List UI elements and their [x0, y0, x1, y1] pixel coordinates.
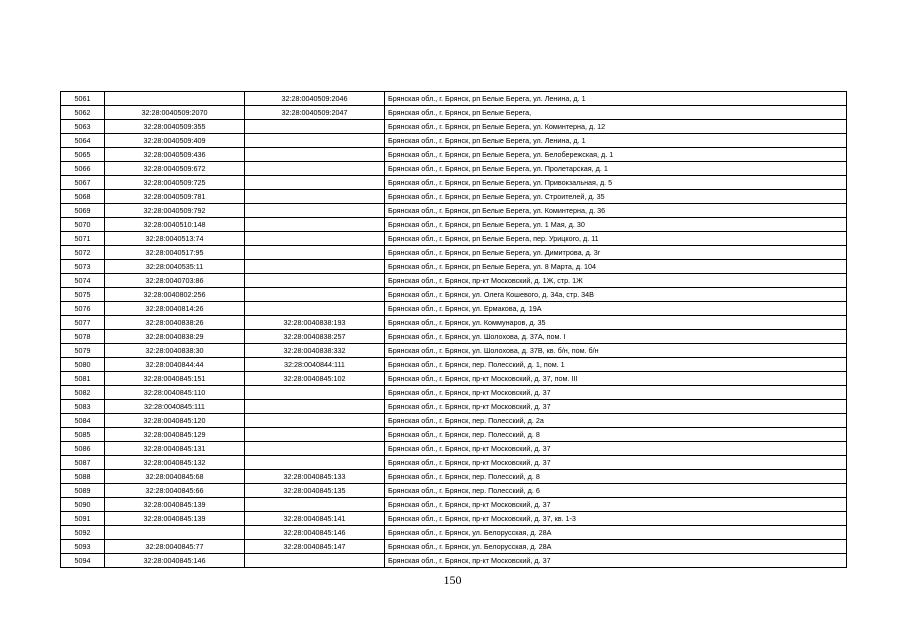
row-number-cell: 5089	[61, 484, 105, 498]
table-row	[61, 190, 847, 204]
related-cadastral-number-cell: 32:28:0040838:332	[245, 344, 385, 358]
address-cell: Брянская обл., г. Брянск, пр-кт Московский, д. 37	[385, 386, 847, 400]
address-cell: Брянская обл., г. Брянск, пр-кт Московский, д. 1Ж, стр. 1Ж	[385, 274, 847, 288]
row-number-cell: 5092	[61, 526, 105, 540]
row-number-cell: 5064	[61, 134, 105, 148]
related-cadastral-number-cell	[245, 260, 385, 274]
address-cell: Брянская обл., г. Брянск, пр-кт Московский, д. 37	[385, 498, 847, 512]
cadastral-number-cell: 32:28:0040838:29	[105, 330, 245, 344]
row-number-cell: 5090	[61, 498, 105, 512]
cadastral-number-cell: 32:28:0040845:120	[105, 414, 245, 428]
row-number-cell: 5066	[61, 162, 105, 176]
row-number-cell: 5076	[61, 302, 105, 316]
cadastral-number-cell: 32:28:0040838:26	[105, 316, 245, 330]
row-number-cell: 5079	[61, 344, 105, 358]
row-number-cell: 5086	[61, 442, 105, 456]
address-cell: Брянская обл., г. Брянск, рп Белые Берега, ул. Коминтерна, д. 12	[385, 120, 847, 134]
row-number-cell: 5080	[61, 358, 105, 372]
related-cadastral-number-cell: 32:28:0040845:135	[245, 484, 385, 498]
row-number-cell: 5088	[61, 470, 105, 484]
cadastral-number-cell: 32:28:0040814:26	[105, 302, 245, 316]
cadastral-number-cell	[105, 526, 245, 540]
table-row	[61, 148, 847, 162]
cadastral-number-cell: 32:28:0040845:129	[105, 428, 245, 442]
table-row	[61, 134, 847, 148]
address-cell: Брянская обл., г. Брянск, рп Белые Берега, ул. Димитрова, д. 3г	[385, 246, 847, 260]
cadastral-number-cell: 32:28:0040845:77	[105, 540, 245, 554]
address-cell: Брянская обл., г. Брянск, рп Белые Берега,	[385, 106, 847, 120]
related-cadastral-number-cell	[245, 456, 385, 470]
cadastral-number-cell: 32:28:0040703:86	[105, 274, 245, 288]
table-row	[61, 106, 847, 120]
address-cell: Брянская обл., г. Брянск, рп Белые Берега, ул. Белобережская, д. 1	[385, 148, 847, 162]
table-row	[61, 302, 847, 316]
page-number: 150	[443, 573, 462, 587]
address-cell: Брянская обл., г. Брянск, пер. Полесский, д. 8	[385, 428, 847, 442]
address-cell: Брянская обл., г. Брянск, пер. Полесский, д. 8	[385, 470, 847, 484]
address-cell: Брянская обл., г. Брянск, ул. Ермакова, д. 19А	[385, 302, 847, 316]
row-number-cell: 5072	[61, 246, 105, 260]
related-cadastral-number-cell: 32:28:0040845:141	[245, 512, 385, 526]
address-cell: Брянская обл., г. Брянск, пр-кт Московский, д. 37, кв. 1-3	[385, 512, 847, 526]
related-cadastral-number-cell: 32:28:0040845:133	[245, 470, 385, 484]
row-number-cell: 5074	[61, 274, 105, 288]
row-number-cell: 5084	[61, 414, 105, 428]
cadastral-number-cell: 32:28:0040845:132	[105, 456, 245, 470]
related-cadastral-number-cell	[245, 554, 385, 568]
row-number-cell: 5077	[61, 316, 105, 330]
cadastral-number-cell: 32:28:0040509:725	[105, 176, 245, 190]
related-cadastral-number-cell: 32:28:0040845:102	[245, 372, 385, 386]
table-row	[61, 554, 847, 568]
related-cadastral-number-cell	[245, 498, 385, 512]
related-cadastral-number-cell	[245, 218, 385, 232]
related-cadastral-number-cell	[245, 134, 385, 148]
row-number-cell: 5082	[61, 386, 105, 400]
table-row	[61, 218, 847, 232]
cadastral-number-cell: 32:28:0040844:44	[105, 358, 245, 372]
related-cadastral-number-cell	[245, 288, 385, 302]
row-number-cell: 5087	[61, 456, 105, 470]
address-cell: Брянская обл., г. Брянск, рп Белые Берега, ул. Привокзальная, д. 5	[385, 176, 847, 190]
cadastral-number-cell: 32:28:0040845:68	[105, 470, 245, 484]
related-cadastral-number-cell	[245, 386, 385, 400]
row-number-cell: 5073	[61, 260, 105, 274]
related-cadastral-number-cell	[245, 190, 385, 204]
table-row	[61, 512, 847, 526]
cadastral-number-cell: 32:28:0040845:111	[105, 400, 245, 414]
table-row	[61, 330, 847, 344]
table-row	[61, 246, 847, 260]
cadastral-number-cell: 32:28:0040845:110	[105, 386, 245, 400]
cadastral-number-cell: 32:28:0040838:30	[105, 344, 245, 358]
address-cell: Брянская обл., г. Брянск, ул. Шолохова, д. 37А, пом. I	[385, 330, 847, 344]
table-row	[61, 260, 847, 274]
table-row	[61, 456, 847, 470]
address-cell: Брянская обл., г. Брянск, рп Белые Берега, пер. Урицкого, д. 11	[385, 232, 847, 246]
property-registry-table	[60, 91, 847, 568]
related-cadastral-number-cell	[245, 400, 385, 414]
cadastral-number-cell: 32:28:0040517:95	[105, 246, 245, 260]
row-number-cell: 5062	[61, 106, 105, 120]
table-row	[61, 372, 847, 386]
address-cell: Брянская обл., г. Брянск, пр-кт Московский, д. 37	[385, 442, 847, 456]
cadastral-number-cell	[105, 92, 245, 106]
address-cell: Брянская обл., г. Брянск, ул. Олега Кошевого, д. 34а, стр. 34В	[385, 288, 847, 302]
related-cadastral-number-cell: 32:28:0040845:146	[245, 526, 385, 540]
cadastral-number-cell: 32:28:0040509:436	[105, 148, 245, 162]
table-row	[61, 498, 847, 512]
address-cell: Брянская обл., г. Брянск, пр-кт Московский, д. 37	[385, 456, 847, 470]
table-row	[61, 414, 847, 428]
table-row	[61, 428, 847, 442]
address-cell: Брянская обл., г. Брянск, ул. Шолохова, д. 37В, кв. б/н, пом. б/н	[385, 344, 847, 358]
related-cadastral-number-cell	[245, 442, 385, 456]
related-cadastral-number-cell	[245, 302, 385, 316]
address-cell: Брянская обл., г. Брянск, пр-кт Московский, д. 37	[385, 400, 847, 414]
row-number-cell: 5085	[61, 428, 105, 442]
related-cadastral-number-cell	[245, 232, 385, 246]
related-cadastral-number-cell: 32:28:0040844:111	[245, 358, 385, 372]
address-cell: Брянская обл., г. Брянск, ул. Белорусская, д. 28А	[385, 540, 847, 554]
row-number-cell: 5093	[61, 540, 105, 554]
cadastral-number-cell: 32:28:0040845:146	[105, 554, 245, 568]
table-row	[61, 274, 847, 288]
table-row	[61, 204, 847, 218]
table-row	[61, 176, 847, 190]
table-row	[61, 540, 847, 554]
cadastral-number-cell: 32:28:0040509:672	[105, 162, 245, 176]
address-cell: Брянская обл., г. Брянск, рп Белые Берега, ул. 1 Мая, д. 30	[385, 218, 847, 232]
row-number-cell: 5068	[61, 190, 105, 204]
cadastral-number-cell: 32:28:0040509:2070	[105, 106, 245, 120]
cadastral-number-cell: 32:28:0040510:148	[105, 218, 245, 232]
table-row	[61, 162, 847, 176]
row-number-cell: 5081	[61, 372, 105, 386]
table-row	[61, 442, 847, 456]
row-number-cell: 5067	[61, 176, 105, 190]
table-row	[61, 470, 847, 484]
address-cell: Брянская обл., г. Брянск, пер. Полесский, д. 1, пом. 1	[385, 358, 847, 372]
address-cell: Брянская обл., г. Брянск, рп Белые Берега, ул. Строителей, д. 35	[385, 190, 847, 204]
cadastral-number-cell: 32:28:0040845:139	[105, 498, 245, 512]
related-cadastral-number-cell: 32:28:0040509:2046	[245, 92, 385, 106]
address-cell: Брянская обл., г. Брянск, рп Белые Берега, ул. Ленина, д. 1	[385, 92, 847, 106]
row-number-cell: 5061	[61, 92, 105, 106]
related-cadastral-number-cell: 32:28:0040845:147	[245, 540, 385, 554]
related-cadastral-number-cell	[245, 204, 385, 218]
row-number-cell: 5063	[61, 120, 105, 134]
address-cell: Брянская обл., г. Брянск, рп Белые Берега, ул. Пролетарская, д. 1	[385, 162, 847, 176]
table-row	[61, 358, 847, 372]
table-row	[61, 232, 847, 246]
related-cadastral-number-cell	[245, 162, 385, 176]
table-row	[61, 288, 847, 302]
address-cell: Брянская обл., г. Брянск, рп Белые Берега, ул. Коминтерна, д. 36	[385, 204, 847, 218]
cadastral-number-cell: 32:28:0040509:355	[105, 120, 245, 134]
related-cadastral-number-cell	[245, 274, 385, 288]
address-cell: Брянская обл., г. Брянск, пер. Полесский, д. 2а	[385, 414, 847, 428]
row-number-cell: 5070	[61, 218, 105, 232]
table-row	[61, 484, 847, 498]
cadastral-number-cell: 32:28:0040845:139	[105, 512, 245, 526]
row-number-cell: 5071	[61, 232, 105, 246]
table-row	[61, 386, 847, 400]
cadastral-number-cell: 32:28:0040509:409	[105, 134, 245, 148]
table-row	[61, 400, 847, 414]
address-cell: Брянская обл., г. Брянск, пр-кт Московский, д. 37, пом. III	[385, 372, 847, 386]
row-number-cell: 5065	[61, 148, 105, 162]
cadastral-number-cell: 32:28:0040845:66	[105, 484, 245, 498]
table-row	[61, 120, 847, 134]
row-number-cell: 5078	[61, 330, 105, 344]
address-cell: Брянская обл., г. Брянск, пер. Полесский, д. 6	[385, 484, 847, 498]
cadastral-number-cell: 32:28:0040513:74	[105, 232, 245, 246]
row-number-cell: 5069	[61, 204, 105, 218]
related-cadastral-number-cell	[245, 414, 385, 428]
cadastral-number-cell: 32:28:0040845:151	[105, 372, 245, 386]
row-number-cell: 5091	[61, 512, 105, 526]
address-cell: Брянская обл., г. Брянск, ул. Белорусская, д. 28А	[385, 526, 847, 540]
address-cell: Брянская обл., г. Брянск, ул. Коммунаров, д. 35	[385, 316, 847, 330]
related-cadastral-number-cell	[245, 120, 385, 134]
row-number-cell: 5083	[61, 400, 105, 414]
row-number-cell: 5094	[61, 554, 105, 568]
related-cadastral-number-cell	[245, 148, 385, 162]
cadastral-number-cell: 32:28:0040845:131	[105, 442, 245, 456]
cadastral-number-cell: 32:28:0040535:11	[105, 260, 245, 274]
cadastral-number-cell: 32:28:0040802:256	[105, 288, 245, 302]
related-cadastral-number-cell: 32:28:0040838:257	[245, 330, 385, 344]
address-cell: Брянская обл., г. Брянск, пр-кт Московский, д. 37	[385, 554, 847, 568]
table-row	[61, 316, 847, 330]
table-body	[61, 92, 847, 568]
address-cell: Брянская обл., г. Брянск, рп Белые Берега, ул. 8 Марта, д. 104	[385, 260, 847, 274]
table-row	[61, 526, 847, 540]
related-cadastral-number-cell: 32:28:0040509:2047	[245, 106, 385, 120]
table-row	[61, 92, 847, 106]
address-cell: Брянская обл., г. Брянск, рп Белые Берега, ул. Ленина, д. 1	[385, 134, 847, 148]
cadastral-number-cell: 32:28:0040509:792	[105, 204, 245, 218]
cadastral-number-cell: 32:28:0040509:781	[105, 190, 245, 204]
related-cadastral-number-cell	[245, 176, 385, 190]
related-cadastral-number-cell	[245, 428, 385, 442]
row-number-cell: 5075	[61, 288, 105, 302]
table-row	[61, 344, 847, 358]
related-cadastral-number-cell	[245, 246, 385, 260]
related-cadastral-number-cell: 32:28:0040838:193	[245, 316, 385, 330]
